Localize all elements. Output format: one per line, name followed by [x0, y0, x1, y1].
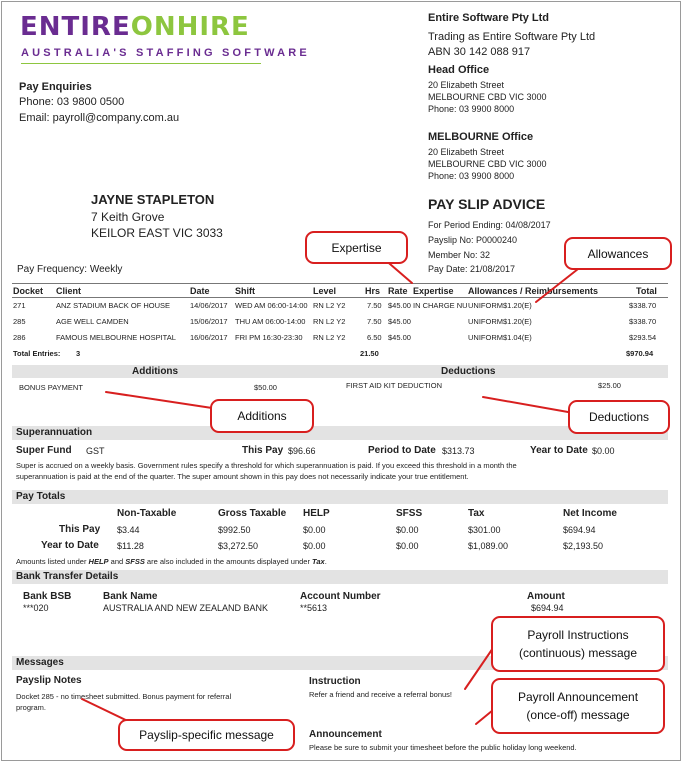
callout-payroll-instructions: [491, 616, 665, 672]
pt-cell: $0.00: [303, 541, 326, 551]
logo-part1: ENTIRE: [20, 12, 131, 42]
bank-name: AUSTRALIA AND NEW ZEALAND BANK: [103, 603, 269, 613]
col-hrs: Hrs: [365, 286, 381, 296]
deduction-amount: $25.00: [598, 381, 621, 390]
pt-col-nontaxable: Non-Taxable: [117, 508, 177, 519]
callout-additions: [210, 399, 314, 433]
docket-cell: $45.00: [388, 317, 411, 326]
pt-cell: $992.50: [218, 525, 251, 535]
col-expertise: Expertise: [413, 286, 454, 296]
col-shift: Shift: [235, 286, 255, 296]
docket-cell: 16/06/2017: [190, 333, 228, 342]
payslip-notes-label: Payslip Notes: [16, 675, 82, 686]
docket-cell: FAMOUS MELBOURNE HOSPITAL: [56, 333, 176, 342]
pt-cell: $694.94: [563, 525, 596, 535]
docket-cell: 7.50: [367, 317, 382, 326]
bank-name-label: Bank Name: [103, 591, 158, 602]
docket-cell: ANZ STADIUM BACK OF HOUSE: [56, 301, 171, 310]
head-office-title: Head Office: [428, 64, 490, 76]
payslip-notes: program.: [16, 703, 47, 712]
employee-name: JAYNE STAPLETON: [91, 192, 215, 207]
total-amount: $970.94: [626, 349, 654, 358]
docket-header-rule: [12, 297, 668, 298]
total-entries-label: Total Entries:: [13, 349, 61, 358]
bank-amount-label: Amount: [527, 591, 565, 602]
addition-amount: $50.00: [254, 383, 277, 392]
callout-expertise: [305, 231, 408, 264]
pay-date: Pay Date: 21/08/2017: [428, 264, 516, 274]
pt-ytd-label: Year to Date: [41, 540, 99, 551]
docket-cell: RN L2 Y2: [313, 301, 346, 310]
enquiries-title: Pay Enquiries: [19, 81, 92, 93]
callout-instructions-line2: (continuous) message: [518, 646, 638, 660]
callout-payslip-message-text: Payslip-specific message: [139, 728, 274, 742]
docket-cell: 15/06/2017: [190, 317, 228, 326]
callout-payslip-message: [118, 719, 295, 751]
deductions-title: Deductions: [441, 366, 496, 377]
pt-col-net: Net Income: [563, 508, 617, 519]
docket-cell: $293.54: [629, 333, 657, 342]
callout-announcement-line1: Payroll Announcement: [517, 690, 639, 704]
advice-title: PAY SLIP ADVICE: [428, 196, 546, 212]
docket-cell: IN CHARGE NU: [413, 301, 468, 310]
super-ptd-label: Period to Date: [368, 445, 436, 456]
callout-payroll-announcement: [491, 678, 665, 734]
pt-cell: $2,193.50: [563, 541, 604, 551]
bank-account-label: Account Number: [300, 591, 381, 602]
pt-cell: $0.00: [303, 525, 326, 535]
member-number: Member No: 32: [428, 250, 491, 260]
bank-amount: $694.94: [531, 603, 564, 613]
announcement-label: Announcement: [309, 729, 382, 740]
col-client: Client: [56, 286, 82, 296]
pt-col-gross: Gross Taxable: [218, 508, 287, 519]
period-ending: For Period Ending: 04/08/2017: [428, 220, 551, 230]
bank-bsb-label: Bank BSB: [23, 591, 72, 602]
docket-header-rule: [12, 283, 668, 284]
docket-cell: AGE WELL CAMDEN: [56, 317, 129, 326]
callout-allowances-text: Allowances: [587, 246, 649, 261]
head-office-line: 20 Elizabeth Street: [428, 80, 505, 90]
pay-totals-title: Pay Totals: [16, 491, 66, 502]
col-rate: Rate: [388, 286, 408, 296]
pt-cell: $11.28: [117, 541, 144, 551]
pt-cell: $0.00: [396, 525, 419, 535]
pt-col-sfss: SFSS: [396, 508, 423, 519]
logo: [20, 12, 250, 42]
logo-rule: [21, 63, 261, 64]
melb-office-line: 20 Elizabeth Street: [428, 147, 505, 157]
total-hours: 21.50: [360, 349, 379, 358]
total-entries-value: 3: [76, 349, 81, 358]
pay-totals-note: Amounts listed under HELP and SFSS are also included in the amounts displayed under Tax.: [16, 557, 327, 566]
docket-cell: UNIFORM$1.20(E): [468, 301, 532, 310]
super-note: superannuation is paid at the end of the quarter. The super amount shown in this pay does not necessarily indicate your true entitlement.: [16, 472, 469, 481]
docket-cell: 271: [13, 301, 26, 310]
messages-title: Messages: [16, 657, 64, 668]
docket-cell: UNIFORM$1.20(E): [468, 317, 532, 326]
pt-cell: $1,089.00: [468, 541, 509, 551]
melb-office-title: MELBOURNE Office: [428, 131, 534, 143]
col-docket: Docket: [13, 286, 44, 296]
super-ptd: $313.73: [442, 446, 475, 456]
payslip-number: Payslip No: P0000240: [428, 235, 518, 245]
col-level: Level: [313, 286, 337, 296]
bank-bsb: ***020: [23, 603, 49, 613]
docket-cell: RN L2 Y2: [313, 317, 346, 326]
super-this-pay: $96.66: [288, 446, 316, 456]
super-this-pay-label: This Pay: [242, 445, 284, 456]
super-ytd: $0.00: [592, 446, 615, 456]
announcement-text: Please be sure to submit your timesheet before the public holiday long weekend.: [309, 743, 577, 752]
callout-deductions-text: Deductions: [588, 410, 650, 424]
pt-col-tax: Tax: [468, 508, 485, 519]
deduction-item: FIRST AID KIT DEDUCTION: [346, 381, 442, 390]
additions-title: Additions: [132, 366, 179, 377]
pt-cell: $3.44: [117, 525, 140, 535]
col-allowances: Allowances / Reimbursements: [468, 286, 599, 296]
docket-cell: 286: [13, 333, 26, 342]
docket-cell: $338.70: [629, 317, 657, 326]
employee-address2: KEILOR EAST VIC 3033: [91, 226, 223, 240]
bank-title: Bank Transfer Details: [16, 571, 119, 582]
enquiries-email: Email: payroll@company.com.au: [19, 112, 180, 124]
callout-announcement-line2: (once-off) message: [526, 708, 630, 722]
callout-additions-text: Additions: [237, 409, 287, 423]
pt-cell: $3,272.50: [218, 541, 259, 551]
docket-cell: WED AM 06:00-14:00: [235, 301, 308, 310]
instruction-text: Refer a friend and receive a referral bonus!: [309, 690, 452, 699]
bank-account: **5613: [300, 603, 328, 613]
company-trading: Trading as Entire Software Pty Ltd: [428, 31, 596, 43]
pt-col-help: HELP: [303, 508, 330, 519]
docket-cell: UNIFORM$1.04(E): [468, 333, 532, 342]
super-note: Super is accrued on a weekly basis. Government rules specify a threshold for which superannuation is paid. If you exceed this threshold in a month the: [16, 461, 517, 470]
super-fund-label: Super Fund: [16, 445, 72, 456]
pay-frequency: Pay Frequency: Weekly: [17, 264, 123, 275]
docket-cell: $45.00: [388, 333, 411, 342]
docket-cell: 14/06/2017: [190, 301, 228, 310]
head-office-line: MELBOURNE CBD VIC 3000: [428, 92, 547, 102]
super-ytd-label: Year to Date: [530, 445, 588, 456]
docket-cell: RN L2 Y2: [313, 333, 346, 342]
pt-cell: $301.00: [468, 525, 501, 535]
company-name: Entire Software Pty Ltd: [428, 12, 550, 24]
callout-instructions-line1: Payroll Instructions: [527, 628, 629, 642]
docket-cell: THU AM 06:00-14:00: [235, 317, 306, 326]
pay-totals-bar: [12, 490, 668, 504]
callout-allowances: [564, 237, 672, 270]
callout-expertise-text: Expertise: [331, 240, 382, 255]
employee-address1: 7 Keith Grove: [91, 210, 165, 224]
docket-cell: 7.50: [367, 301, 382, 310]
logo-tagline: AUSTRALIA'S STAFFING SOFTWARE: [21, 47, 310, 59]
instruction-label: Instruction: [309, 676, 361, 687]
enquiries-phone: Phone: 03 9800 0500: [19, 96, 125, 108]
logo-part2: ONHIRE: [130, 12, 250, 42]
col-total: Total: [636, 286, 657, 296]
super-fund: GST: [86, 446, 105, 456]
super-title: Superannuation: [16, 427, 93, 438]
head-office-line: Phone: 03 9900 8000: [428, 104, 515, 114]
docket-cell: 285: [13, 317, 26, 326]
melb-office-line: Phone: 03 9900 8000: [428, 171, 515, 181]
docket-cell: 6.50: [367, 333, 382, 342]
docket-cell: FRI PM 16:30-23:30: [235, 333, 303, 342]
melb-office-line: MELBOURNE CBD VIC 3000: [428, 159, 547, 169]
pt-this-pay-label: This Pay: [59, 524, 101, 535]
pt-cell: $0.00: [396, 541, 419, 551]
additions-deductions-bar: [12, 365, 668, 378]
docket-cell: $45.00: [388, 301, 411, 310]
payslip-notes: Docket 285 - no timesheet submitted. Bonus payment for referral: [16, 692, 232, 701]
col-date: Date: [190, 286, 210, 296]
callout-deductions: [568, 400, 670, 434]
company-abn: ABN 30 142 088 917: [428, 46, 531, 58]
docket-cell: $338.70: [629, 301, 657, 310]
addition-item: BONUS PAYMENT: [19, 383, 83, 392]
